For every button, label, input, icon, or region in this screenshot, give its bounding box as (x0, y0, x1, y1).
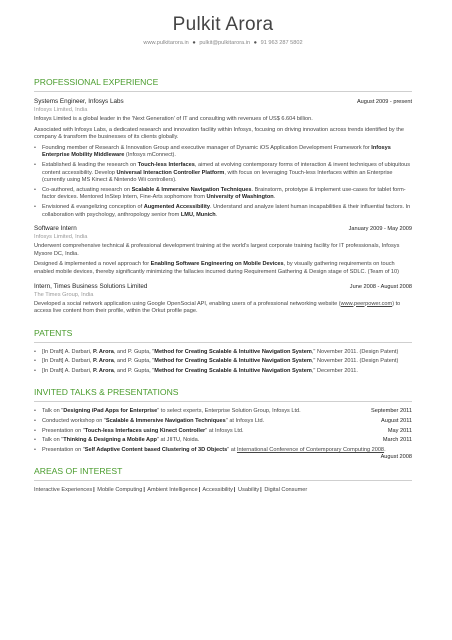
interest-item: Ambient Intelligence (147, 487, 198, 494)
section-title-talks: INVITED TALKS & PRESENTATIONS (34, 387, 412, 402)
interest-item: Accessibility (202, 487, 233, 494)
job-description: Infosys Limited is a global leader in the 'Next Generation' of IT and consulting with revenues of US$ 6.604 billion. (34, 116, 313, 122)
job-title: Software Intern (34, 225, 77, 233)
job-description: Underwent comprehensive technical & professional development training at the world's largest corporate training facility for IT professionals, Infosys Mysore DC, India. (34, 243, 400, 257)
list-item: • Envisioned & evangelizing conception of Augmented Accessibility. Understand and analyze latent human incapabilities & their influential factors. In collaboration with psychology, anthropology senior from LMU, Munich. (34, 204, 412, 219)
list-item: • Co-authored, actuating research on Scalable & Immersive Navigation Techniques. Brainstorm, prototype & implement use-cases for tablet form-factor devices. Mentored InStep Intern, Fine-Arts sophomore from University of Washington. (34, 187, 412, 202)
job-date: June 2008 - August 2008 (349, 283, 412, 290)
section-title-experience: PROFESSIONAL EXPERIENCE (34, 77, 412, 92)
talk-date: August 2011 (381, 418, 412, 425)
website-link[interactable]: www.pulkitarora.in (143, 40, 189, 46)
resume-page (34, 0, 412, 493)
list-item: • [In Draft] A. Darbari, P. Arora, and P. Gupta, "Method for Creating Scalable & Intuitive Navigation System," November 2011. (Design Patent) (34, 358, 412, 366)
talk-date: March 2011 (382, 437, 412, 444)
interest-item: Usability (238, 487, 260, 494)
list-item: • [In Draft] A. Darbari, P. Arora, and P. Gupta, "Method for Creating Scalable & Intuitive Navigation System," December 2011. (34, 368, 412, 376)
list-item: • Presentation on "Self Adaptive Content based Clustering of 3D Objects" at International Conference of Contemporary Computing 2008. August 2008 (34, 447, 412, 455)
list-item: • Conducted workshop on "Scalable & Immersive Navigation Techniques" at Infosys Ltd. August 2011 (34, 418, 412, 426)
email-link[interactable]: pulkit@pulkitarora.in (199, 40, 251, 46)
list-item: • Established & leading the research on Touch-less Interfaces, aimed at evolving contemporary forms of interaction & invent techniques of ubiquitous content accessibility. Develop Universal Interaction Controller Platform, with focus on leveraging Touch-less Interfaces within an Enterprise (currently using MS Kinect & Nintendo Wii controllers). (34, 162, 412, 185)
phone-number: 91 963 287 5802 (260, 40, 303, 46)
job-title: Systems Engineer, Infosys Labs (34, 98, 124, 105)
list-item: • [In Draft] A. Darbari, P. Arora, and P. Gupta, "Method for Creating Scalable & Intuitive Navigation System," November 2011. (Design Patent) (34, 349, 412, 357)
job-entry (34, 283, 412, 316)
job-bullets (34, 145, 412, 219)
job-organization: Infosys Limited, India (34, 107, 88, 113)
interest-item: Digital Consumer (264, 487, 308, 494)
job-date: January 2009 - May 2009 (348, 226, 412, 233)
resume-name: Pulkit Arora (172, 14, 274, 35)
section-title-interests: AREAS OF INTEREST (34, 466, 412, 481)
interest-item: Mobile Computing (97, 487, 143, 494)
list-item: • Talk on "Thinking & Designing a Mobile App" at JIITU, Noida. March 2011 (34, 437, 412, 445)
interest-list: Interactive Experiences| Mobile Computing| Ambient Intelligence| Accessibility| Usability| Digital Consumer (34, 487, 308, 494)
list-item: • Talk on "Designing iPad Apps for Enterprise" to select experts, Enterprise Solution Group, Infosys Ltd. September 2011 (34, 408, 412, 416)
job-organization: Infosys Limited, India (34, 234, 88, 241)
peerpower-link[interactable]: www.peerpower.com (340, 300, 393, 307)
job-organization: The Times Group, India (34, 291, 94, 298)
conference-link[interactable]: International Conference of Contemporary Computing 2008 (236, 446, 385, 453)
separator-dot: ● (192, 40, 196, 46)
job-date: August 2009 - present (356, 99, 412, 105)
separator-dot: ● (253, 40, 258, 46)
patent-list (34, 349, 412, 376)
talk-date: August 2008 (380, 454, 412, 461)
job-description: Developed a social network application using Google OpenSocial API, enabling users of a professional networking website (www.peerpower.com) to access live content from their profile, within the Orkut profile page. (34, 300, 401, 315)
job-entry (34, 225, 412, 276)
section-title-patents: PATENTS (34, 328, 412, 343)
job-description: Associated with Infosys Labs, a dedicated research and innovation facility within Infosys, focusing on driving innovation across trends identified by the company & transform the businesses of its clients globally. (34, 126, 405, 141)
talk-list (34, 408, 412, 461)
job-description: Designed & implemented a novel approach for Enabling Software Engineering on Mobile Devices, by visually gathering requirements on touch enabled mobile devices, thereby significantly minimizing the fallacies incurred during Requirement Gathering & Design stage of SDLC. (Team of 10) (34, 261, 400, 275)
list-item: • Presentation on "Touch-less Interfaces using Kinect Controller" at Infosys Ltd. May 2011 (34, 428, 412, 436)
job-entry (34, 98, 412, 219)
contact-line (34, 40, 412, 46)
talk-date: May 2011 (387, 427, 412, 434)
talk-date: September 2011 (371, 408, 412, 415)
list-item: • Founding member of Research & Innovation Group and executive manager of Dynamic iOS Application Development Framework for Infosys Enterprise Mobility Middleware (Infosys mConnect). (34, 145, 412, 160)
job-title: Intern, Times Business Solutions Limited (34, 282, 148, 290)
interest-item: Interactive Experiences (34, 487, 93, 494)
